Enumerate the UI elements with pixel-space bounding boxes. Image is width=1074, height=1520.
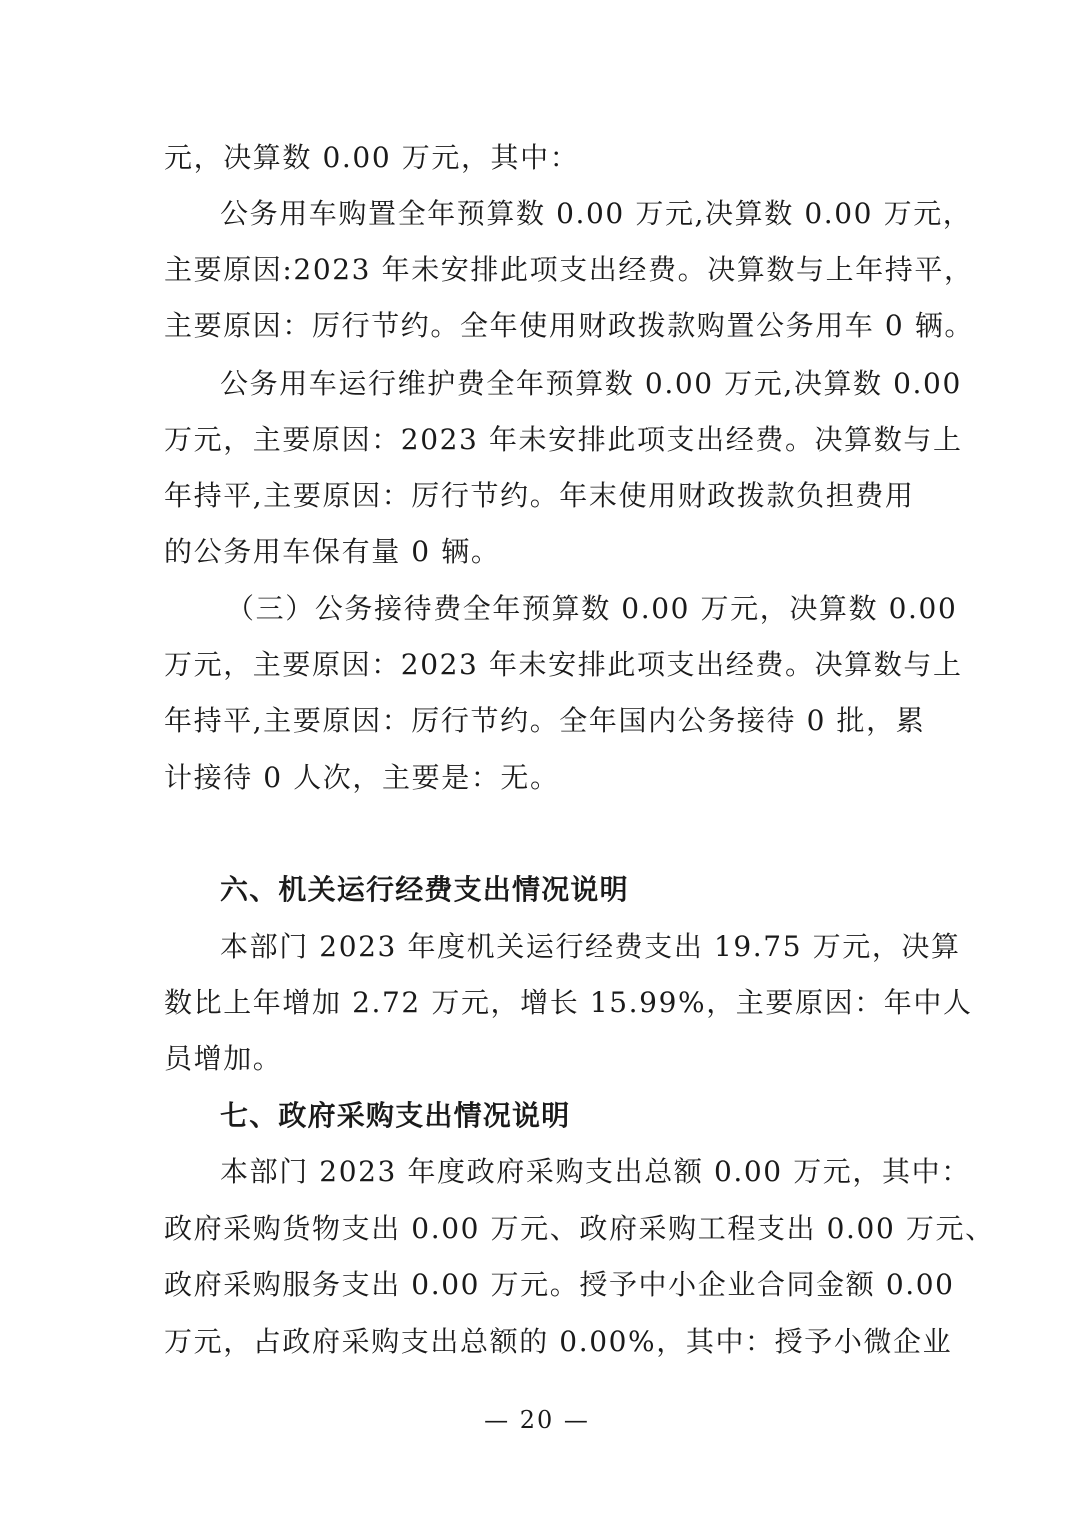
text-line-14: 本部门 2023 年度机关运行经费支出 19.75 万元，决算 [220,930,961,963]
page-number: — 20 — [484,1406,590,1434]
text-line-11: 年持平,主要原因：厉行节约。全年国内公务接待 0 批，累 [164,704,926,737]
text-line-10: 万元，主要原因：2023 年未安排此项支出经费。决算数与上 [164,648,963,681]
text-line-9: （三）公务接待费全年预算数 0.00 万元，决算数 0.00 [226,592,958,625]
text-line-8: 的公务用车保有量 0 辆。 [164,535,501,568]
text-line-3: 主要原因:2023 年未安排此项支出经费。决算数与上年持平， [164,253,974,286]
text-line-5: 公务用车运行维护费全年预算数 0.00 万元,决算数 0.00 [220,367,962,400]
text-line-12: 计接待 0 人次，主要是：无。 [164,761,560,794]
text-line-19: 政府采购货物支出 0.00 万元、政府采购工程支出 0.00 万元、 [164,1212,995,1245]
text-line-16: 员增加。 [164,1042,283,1075]
text-line-15: 数比上年增加 2.72 万元，增长 15.99%，主要原因：年中人 [164,986,973,1019]
text-line-18: 本部门 2023 年度政府采购支出总额 0.00 万元，其中： [220,1155,971,1188]
text-line-21: 万元，占政府采购支出总额的 0.00%，其中：授予小微企业 [164,1325,953,1358]
text-line-20: 政府采购服务支出 0.00 万元。授予中小企业合同金额 0.00 [164,1268,955,1301]
section-heading-6: 六、机关运行经费支出情况说明 [220,873,629,906]
text-line-7: 年持平,主要原因：厉行节约。年末使用财政拨款负担费用 [164,479,915,512]
text-line-1: 元，决算数 0.00 万元，其中： [164,141,580,174]
text-line-6: 万元，主要原因：2023 年未安排此项支出经费。决算数与上 [164,423,963,456]
text-line-2: 公务用车购置全年预算数 0.00 万元,决算数 0.00 万元， [220,197,973,230]
section-heading-7: 七、政府采购支出情况说明 [220,1099,571,1132]
text-line-4: 主要原因：厉行节约。全年使用财政拨款购置公务用车 0 辆。 [164,309,975,342]
